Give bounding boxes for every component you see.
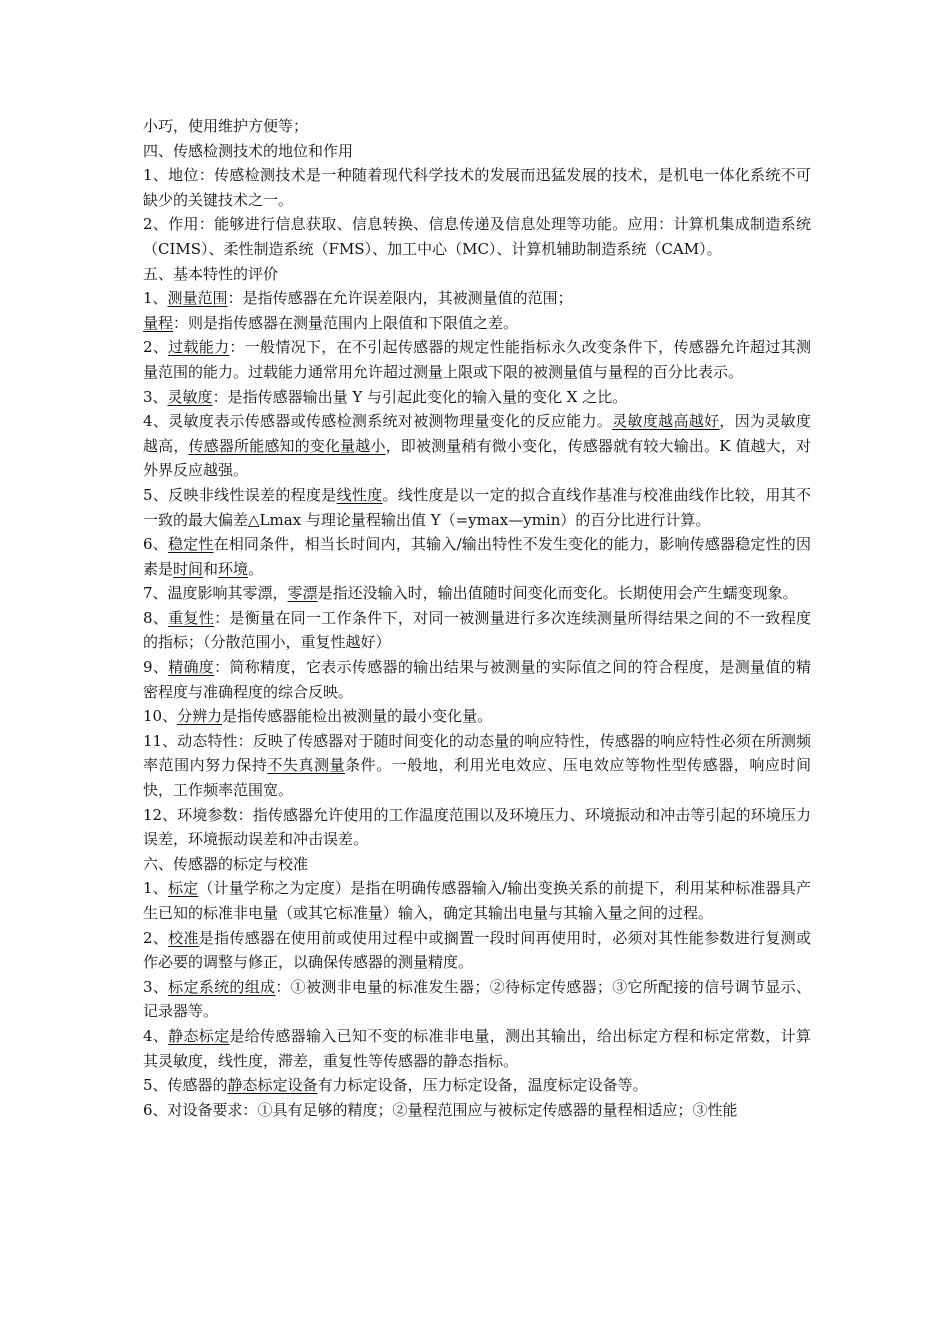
paragraph [143, 262, 811, 287]
paragraph [143, 704, 811, 729]
text-run: 12、环境参数：指传感器允许使用的工作温度范围以及环境压力、环境振动和冲击等引起的环境压力误差，环境振动误差和冲击误差。 [143, 805, 811, 849]
underlined-term: 传感器所能感知的变化量越小 [188, 436, 386, 455]
text-run: 有力标定设备，压力标定设备，温度标定设备等。 [317, 1076, 648, 1095]
underlined-term: 分辨力 [177, 707, 223, 726]
text-run: 条件。一般地，利用光电效应、压电效应等物性型传感器，响应时间快，工作频率范围宽。 [143, 756, 811, 800]
paragraph [143, 1073, 811, 1098]
text-run: 小巧，使用维护方便等； [143, 117, 309, 135]
text-run: 5、反映非线性误差的程度是 [143, 485, 337, 504]
text-run: 8、 [143, 608, 169, 627]
paragraph [143, 852, 811, 877]
paragraph [143, 409, 811, 483]
text-run: ：①被测非电量的标准发生器；②待标定传感器；③它所配接的信号调节显示、记录器等。 [143, 977, 811, 1021]
text-run: 4、 [143, 1026, 169, 1045]
paragraph [143, 114, 811, 139]
paragraph [143, 1098, 811, 1123]
text-run: 五、基本特性的评价 [143, 264, 279, 283]
text-run: 1、地位：传感检测技术是一种随着现代科学技术的发展而迅猛发展的技术，是机电一体化系统不可缺少的关键技术之一。 [143, 166, 811, 209]
paragraph [143, 163, 811, 212]
text-run: ：则是指传感器在测量范围内上限值和下限值之差。 [173, 313, 519, 332]
underlined-term: 时间 [173, 559, 204, 578]
underlined-term: 标定 [167, 879, 199, 898]
underlined-term: 静态标定设备 [227, 1076, 318, 1095]
underlined-term: 环境 [218, 559, 249, 578]
paragraph [143, 335, 811, 384]
underlined-term: 测量范围 [167, 289, 228, 308]
text-run: ：是指传感器输出量 Y 与引起此变化的输入量的变化 X 之比。 [212, 387, 628, 406]
text-run: 3、 [143, 387, 168, 406]
text-run: 。 [248, 559, 264, 578]
paragraph [143, 926, 811, 975]
paragraph [143, 803, 811, 852]
text-run: 6、 [143, 535, 168, 554]
text-run: 是指传感器能检出被测量的最小变化量。 [222, 707, 493, 726]
paragraph [143, 139, 811, 164]
underlined-term: 稳定性 [167, 535, 214, 554]
text-run: 2、 [143, 338, 169, 357]
text-run: 3、 [143, 977, 169, 996]
paragraph [143, 532, 811, 581]
text-run: ：是衡量在同一工作条件下，对同一被测量进行多次连续测量所得结果之间的不一致程度的指标；（分散范围小，重复性越好） [143, 608, 811, 652]
underlined-term: 灵敏度越高越好 [612, 412, 720, 431]
text-run: ，因为灵敏度越高， [143, 412, 811, 455]
underlined-term: 线性度 [336, 485, 383, 504]
paragraph [143, 581, 811, 606]
text-run: 11、动态特性：反映了传感器对于随时间变化的动态量的响应特性，传感器的响应特性必须在所测频率范围内努力保持 [143, 731, 811, 775]
paragraph [143, 212, 811, 261]
text-run: 和 [203, 559, 219, 578]
paragraph [143, 1024, 811, 1073]
text-run: 在相同条件，相当长时间内，其输入/输出特性不发生变化的能力，影响传感器稳定性的因素是 [143, 535, 811, 578]
text-run: 是指还没输入时，输出值随时间变化而变化。长期使用会产生蠕变现象。 [317, 584, 798, 603]
text-run: ：简称精度，它表示传感器的输出结果与被测量的实际值之间的符合程度，是测量值的精密程度与准确程度的综合反映。 [143, 658, 811, 701]
paragraph [143, 311, 811, 336]
paragraph [143, 975, 811, 1024]
underlined-term: 标定系统的组成 [168, 977, 276, 996]
underlined-term: 灵敏度 [167, 387, 213, 406]
underlined-term: 量程 [143, 313, 174, 332]
underlined-term: 精确度 [168, 658, 215, 677]
text-run: 2、 [143, 928, 169, 947]
paragraph [143, 385, 811, 410]
underlined-term: 不失真测量 [267, 756, 346, 775]
text-run: ：一般情况下，在不引起传感器的规定性能指标永久改变条件下，传感器允许超过其测量范围的能力。过载能力通常用允许超过测量上限或下限的被测量值与量程的百分比表示。 [143, 338, 811, 381]
text-run: 7、温度影响其零漂， [143, 584, 288, 603]
text-run: 是给传感器输入已知不变的标准非电量，测出其输出，给出标定方程和标定常数，计算其灵敏度，线性度，滞差，重复性等传感器的静态指标。 [143, 1026, 811, 1070]
document-body [143, 114, 811, 1122]
underlined-term: 零漂 [287, 584, 318, 603]
paragraph [143, 876, 811, 925]
text-run: 6、对设备要求：①具有足够的精度；②量程范围应与被标定传感器的量程相适应；③性能 [143, 1100, 738, 1119]
underlined-term: 校准 [168, 928, 199, 947]
underlined-term: 过载能力 [168, 338, 230, 357]
text-run: ，即被测量稍有微小变化，传感器就有较大输出。K 值越大，对外界反应越强。 [143, 436, 811, 480]
underlined-term: 重复性 [168, 608, 215, 627]
paragraph [143, 483, 811, 532]
text-run: ：是指传感器在允许误差限内，其被测量值的范围； [227, 289, 573, 308]
paragraph [143, 286, 811, 311]
text-run: 9、 [143, 658, 169, 677]
text-run: 1、 [143, 879, 168, 898]
text-run: 10、 [143, 707, 178, 726]
text-run: （计量学称之为定度）是指在明确传感器输入/输出变换关系的前提下，利用某种标准器具产生已知的标准非电量（或其它标准量）输入，确定其输出电量与其输入量之间的过程。 [143, 879, 811, 922]
text-run: 六、传感器的标定与校准 [143, 854, 309, 873]
text-run: 5、传感器的 [143, 1076, 228, 1095]
text-run: 四、传感检测技术的地位和作用 [143, 141, 354, 160]
paragraph [143, 729, 811, 803]
paragraph [143, 606, 811, 655]
underlined-term: 静态标定 [168, 1026, 230, 1045]
text-run: 。线性度是以一定的拟合直线作基准与校准曲线作比较，用其不一致的最大偏差△Lmax 与理论量程输出值 Y（=ymax—ymin）的百分比进行计算。 [143, 485, 811, 529]
text-run: 4、灵敏度表示传感器或传感检测系统对被测物理量变化的反应能力。 [143, 412, 613, 431]
text-run: 1、 [143, 289, 168, 308]
text-run: 2、作用：能够进行信息获取、信息转换、信息传递及信息处理等功能。应用：计算机集成制造系统（CIMS）、柔性制造系统（FMS）、加工中心（MC）、计算机辅助制造系统（CAM）。 [143, 215, 811, 258]
paragraph [143, 655, 811, 704]
text-run: 是指传感器在使用前或使用过程中或搁置一段时间再使用时，必须对其性能参数进行复测或作必要的调整与修正，以确保传感器的测量精度。 [143, 928, 811, 972]
